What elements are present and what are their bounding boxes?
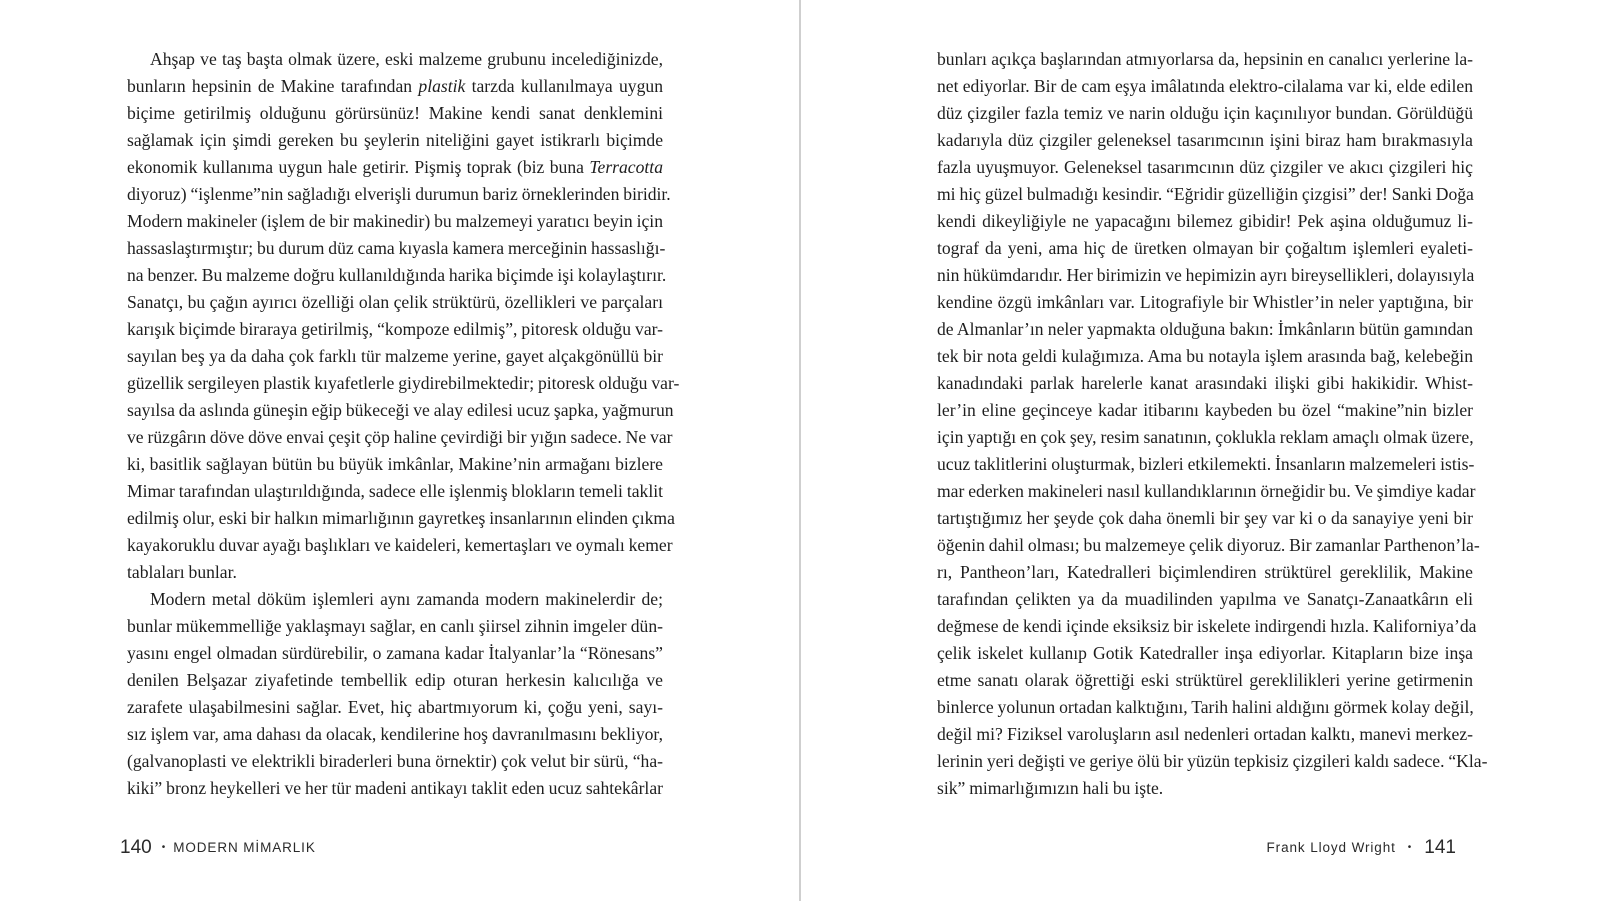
left-page	[0, 0, 799, 901]
line-text: biçime getirilmiş olduğunu görürsünüz! Makine kendi sanat denklemini	[127, 103, 663, 123]
text-line	[127, 370, 680, 397]
text-line	[937, 316, 1473, 343]
line-text: zarafete ulaşabilmesini sağlar. Evet, hiç abartmıyorum ki, çoğu yeni, sayı-	[127, 697, 663, 717]
running-head-book-title: MODERN MİMARLIK	[173, 840, 316, 855]
line-text: tartıştığımız her şeyde çok daha önemli bir şey var ki o da sanayiye yeni bir	[937, 508, 1473, 528]
text-line	[127, 613, 663, 640]
text-line	[937, 559, 1473, 586]
text-line	[937, 613, 1477, 640]
line-text: ucuz taklitlerini oluşturmak, bizleri etkilemekti. İnsanların malzemeleri istis-	[937, 454, 1475, 474]
line-text: de Almanlar’ın neler yapmakta olduğuna bakın: İmkânların bütün gamından	[937, 319, 1473, 339]
line-text: sik” mimarlığımızın hali bu işte.	[937, 778, 1164, 798]
line-text: sayılsa da aslında güneşin eğip bükeceği ve alay edilesi ucuz şapka, yağmurun	[127, 400, 674, 420]
line-text: ekonomik kullanıma uygun hale getirir. Pişmiş toprak (biz buna	[127, 157, 590, 177]
text-line	[127, 586, 663, 613]
line-text: öğenin dahil olması; bu malzemeye çelik diyoruz. Bir zamanlar Parthenon’la-	[937, 535, 1480, 555]
line-text: hassaslaştırmıştır; bu durum düz cama kıyasla kamera merceğinin hassaslığı-	[127, 238, 666, 258]
text-line	[127, 208, 663, 235]
line-text: değmese de kendi içinde eksiksiz bir iskelete indirgendi hızla. Kaliforniya’da	[937, 616, 1477, 636]
left-page-body-text	[127, 46, 680, 802]
text-line	[127, 775, 663, 802]
line-text: kayakoruklu duvar ayağı başlıkları ve kaideleri, kemertaşları ve oymalı kemer	[127, 535, 673, 555]
text-line	[937, 667, 1473, 694]
footer-bullet: •	[161, 842, 166, 853]
line-text: Modern metal döküm işlemleri aynı zamanda modern makinelerdir de;	[150, 589, 663, 609]
page-number-141: 141	[1424, 837, 1456, 858]
text-line	[127, 262, 667, 289]
left-page-footer	[120, 836, 316, 860]
line-text: tarafından çelikten ya da muadilinden yapılma ve Sanatçı-Zanaatkârın eli	[937, 589, 1473, 609]
text-line	[127, 478, 663, 505]
text-line	[937, 424, 1473, 451]
text-line	[127, 424, 673, 451]
line-text: Ahşap ve taş başta olmak üzere, eski malzeme grubunu incelediğinizde,	[150, 49, 663, 69]
text-line	[937, 262, 1473, 289]
text-line	[937, 532, 1480, 559]
text-line	[127, 181, 671, 208]
text-line	[937, 721, 1473, 748]
line-text: güzellik sergileyen plastik kıyafetlerle giydirebilmektedir; pitoresk olduğu var-	[127, 373, 680, 393]
line-text: rı, Pantheon’ları, Katedralleri biçimlendiren strüktürel gereklilik, Makine	[937, 562, 1473, 582]
text-line	[127, 505, 675, 532]
text-line	[937, 694, 1473, 721]
text-line	[127, 694, 663, 721]
line-text: Mimar tarafından ulaştırıldığında, sadece elle işlenmiş blokların temeli taklit	[127, 481, 663, 501]
text-line	[937, 640, 1473, 667]
line-text: etme sanatı olarak öğrettiği eski strüktürel gereklilikleri yerine getirmenin	[937, 670, 1473, 690]
line-text: lerinin yeri değişti ve geriye ölü bir yüzün tepkisiz çizgileri kaldı sadece. “Kla-	[937, 751, 1488, 771]
text-line	[937, 343, 1473, 370]
text-line	[937, 208, 1473, 235]
line-text: ki, basitlik sağlayan bütün bu büyük imkânlar, Makine’nin armağanı bizlere	[127, 454, 663, 474]
text-line	[127, 73, 663, 100]
right-page-body-text	[937, 46, 1488, 802]
running-head-author: Frank Lloyd Wright	[1266, 840, 1396, 855]
line-text: mi hiç güzel bulmadığı kesindir. “Eğridir güzelliğin çizgisi” der! Sanki Doğa	[937, 184, 1474, 204]
text-line	[127, 559, 663, 586]
text-line	[937, 478, 1476, 505]
line-text: ler’in eline geçinceye kadar itibarını kaybeden bu özel “makine”nin bizler	[937, 400, 1473, 420]
right-page	[801, 0, 1603, 901]
line-text: sayılan beş ya da daha çok farklı tür malzeme yerine, gayet alçakgönüllü bir	[127, 346, 663, 366]
text-line	[127, 46, 663, 73]
line-text: Modern makineler (işlem de bir makinedir) bu malzemeyi yaratıcı beyin için	[127, 211, 663, 231]
line-text: kiki” bronz heykelleri ve her tür madeni antikayı taklit eden ucuz sahtekârlar	[127, 778, 663, 798]
text-line	[937, 46, 1473, 73]
text-line	[937, 586, 1473, 613]
line-text: tek bir nota geldi kulağımıza. Ama bu notayla işlem arasında bağ, kelebeğin	[937, 346, 1473, 366]
line-text: (galvanoplasti ve elektrikli biraderleri buna örnektir) çok velut bir sürü, “ha-	[127, 751, 663, 771]
text-line	[127, 343, 663, 370]
text-line	[127, 235, 666, 262]
line-text: çelik iskelet kullanıp Gotik Katedraller inşa ediyorlar. Kitapların bize inşa	[937, 643, 1473, 663]
page-number-140: 140	[120, 837, 152, 858]
text-line	[937, 235, 1473, 262]
line-text: sağlamak için şimdi gereken bu şeylerin niteliğini gayet istikrarlı biçimde	[127, 130, 663, 150]
line-text: bunlar mükemmelliğe yaklaşmayı sağlar, en canlı şiirsel zihnin imgeler dün-	[127, 616, 663, 636]
line-text: tarzda kullanılmaya uygun	[465, 76, 663, 96]
italic-term: plastik	[418, 76, 466, 96]
text-line	[127, 532, 673, 559]
text-line	[937, 289, 1473, 316]
line-text: nin hükümdarıdır. Her birimizin ve hepimizin ayrı bireysellikleri, dolayısıyla	[937, 265, 1475, 285]
line-text: kendine özgü imkânları var. Litografiyle bir Whistler’in neler yaptığına, bir	[937, 292, 1473, 312]
line-text: tograf da yeni, ama hiç de üretken olmayan bir çoğaltım işlemleri eyaleti-	[937, 238, 1473, 258]
text-line	[937, 370, 1473, 397]
text-line	[127, 667, 663, 694]
text-line	[937, 397, 1473, 424]
text-line	[937, 154, 1473, 181]
line-text: binlerce yolunun ortadan kalktığını, Tarih halini aldığını görmek kolay değil,	[937, 697, 1474, 717]
footer-bullet: •	[1407, 842, 1412, 853]
line-text: için yaptığı en çok şey, resim sanatının, çoklukla reklam amaçlı olmak üzere,	[937, 427, 1474, 447]
italic-term: Terracotta	[589, 157, 663, 177]
text-line	[127, 748, 663, 775]
line-text: bunları açıkça başlarından atmıyorlarsa da, hepsinin en canalıcı yerlerine la-	[937, 49, 1473, 69]
line-text: karışık biçimde biraraya getirilmiş, “kompoze edilmiş”, pitoresk olduğu var-	[127, 319, 663, 339]
text-line	[937, 505, 1473, 532]
text-line	[937, 100, 1473, 127]
line-text: kadarıyla düz çizgiler geleneksel tasarımcının işini biraz ham bırakmasıyla	[937, 130, 1473, 150]
text-line	[127, 397, 674, 424]
line-text: Sanatçı, bu çağın ayırıcı özelliği olan çelik strüktürü, özellikleri ve parçaları	[127, 292, 663, 312]
text-line	[937, 775, 1473, 802]
line-text: yasını engel olmadan sürdürebilir, o zamana kadar İtalyanlar’la “Rönesans”	[127, 643, 663, 663]
text-line	[127, 100, 663, 127]
line-text: net ediyorlar. Bir de cam eşya imâlatında elektro-cilalama var ki, elde edilen	[937, 76, 1473, 96]
line-text: denilen Belşazar ziyafetinde tembellik edip oturan herkesin kalıcılığa ve	[127, 670, 663, 690]
text-line	[937, 451, 1473, 478]
line-text: fazla uyuşmuyor. Geleneksel tasarımcının düz çizgiler ve akıcı çizgileri hiç	[937, 157, 1473, 177]
text-line	[127, 154, 663, 181]
text-line	[127, 127, 663, 154]
line-text: ve rüzgârın döve döve envai çeşit çöp haline çevirdiği bir yığın sadece. Ne var	[127, 427, 673, 447]
text-line	[127, 640, 663, 667]
text-line	[127, 316, 663, 343]
line-text: diyoruz) “işlenme”nin sağladığı elverişli durumun bariz örneklerinden biridir.	[127, 184, 671, 204]
text-line	[937, 127, 1473, 154]
line-text: kanadındaki parlak harelerle kanat arasındaki ilişki gibi hakikidir. Whist-	[937, 373, 1473, 393]
line-text: mar ederken makineleri nasıl kullandıklarının örneğidir bu. Ve şimdiye kadar	[937, 481, 1476, 501]
text-line	[127, 721, 663, 748]
line-text: düz çizgiler fazla temiz ve narin olduğu için kaçınılıyor bundan. Görüldüğü	[937, 103, 1473, 123]
text-line	[937, 181, 1473, 208]
text-line	[937, 748, 1488, 775]
line-text: tablaları bunlar.	[127, 562, 237, 582]
text-line	[127, 451, 663, 478]
line-text: kendi dikeyliğiyle ne yapacağını bilemez gibidir! Pek aşina olduğumuz li-	[937, 211, 1473, 231]
line-text: değil mi? Fiziksel varoluşların asıl nedenleri ortadan kalktı, manevi merkez-	[937, 724, 1473, 744]
line-text: bunların hepsinin de Makine tarafından	[127, 76, 419, 96]
right-page-footer	[1267, 836, 1456, 860]
text-line	[937, 73, 1473, 100]
line-text: na benzer. Bu malzeme doğru kullanıldığında harika biçimde işi kolaylaştırır.	[127, 265, 667, 285]
line-text: edilmiş olur, eski bir halkın mimarlığının gayretkeş insanlarının elinden çıkma	[127, 508, 675, 528]
text-line	[127, 289, 663, 316]
line-text: sız işlem var, ama dahası da olacak, kendilerine hoş davranılmasını bekliyor,	[127, 724, 663, 744]
